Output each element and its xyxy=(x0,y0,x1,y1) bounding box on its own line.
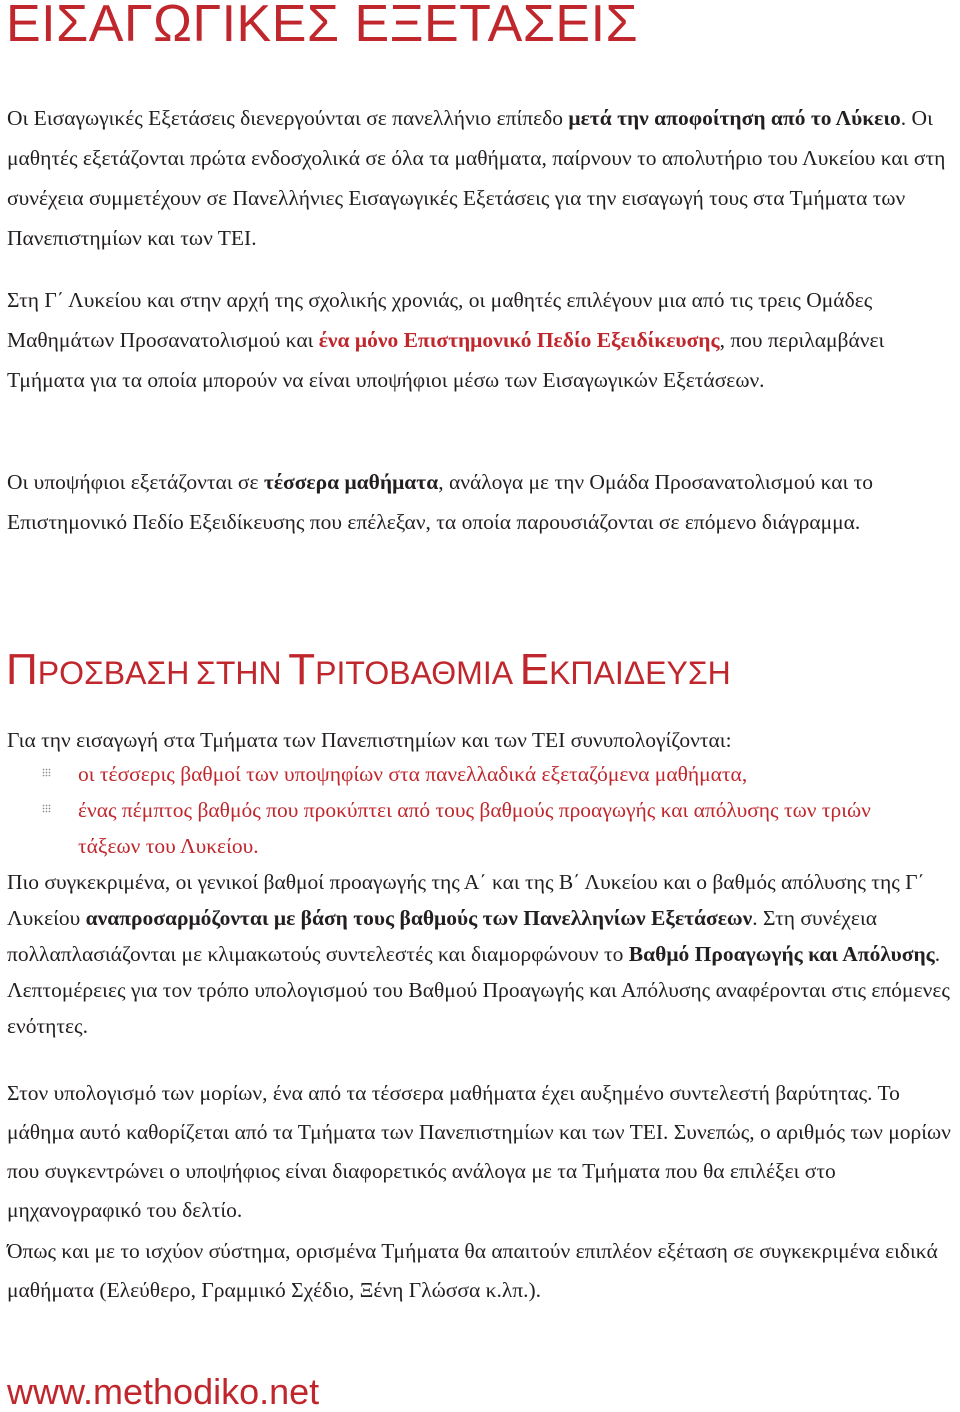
intro-text-2: . Οι μαθητές εξετάζονται πρώτα ενδοσχολικά σε όλα τα μαθήματα, παίρνουν το απολυτήριο του Λυκείου και στη συνέχεια συμμετέχουν σε Πανελλήνιες Εισαγωγικές Εξετάσεις για την εισαγωγή τους στα Τμήματα των Πανεπιστημίων και των ΤΕΙ. xyxy=(7,106,946,250)
list-item xyxy=(0,756,938,792)
orientation-text-1: Στη Γ΄ Λυκείου και στην αρχή της σχολικής χρονιάς, οι μαθητές επιλέγουν μια από τις τρεις Ομάδες Μαθημάτων Προσανατολισμού και xyxy=(7,288,873,352)
heading-rest-4: ΚΠΑΙΔΕΥΣΗ xyxy=(549,655,731,691)
list-item xyxy=(0,792,938,864)
list-item-text: οι τέσσερις βαθμοί των υποψηφίων στα πανελλαδικά εξεταζόμενα μαθήματα, xyxy=(78,762,748,786)
calculation-list xyxy=(0,756,960,864)
heading-cap-1: Π xyxy=(6,645,38,694)
heading-rest-3: ΡΙΤΟΒΑΘΜΙΑ xyxy=(315,655,514,691)
section-heading xyxy=(6,640,731,707)
intro-bold-1: μετά την αποφοίτηση από το Λύκειο xyxy=(568,106,901,130)
page-title: ΕΙΣΑΓΩΓΙΚΕΣ ΕΞΕΤΑΣΕΙΣ xyxy=(6,0,639,53)
adjustment-text-2: . Στη συνέχεια πολλαπλασιάζονται με κλιμακωτούς συντελεστές και διαμορφώνουν το xyxy=(7,906,877,966)
adjustment-text-1: Πιο συγκεκριμένα, οι γενικοί βαθμοί προαγωγής της Α΄ και της Β΄ Λυκείου και ο βαθμός απόλυσης της Γ΄ Λυκείου xyxy=(7,870,925,930)
subjects-bold: τέσσερα μαθήματα xyxy=(263,470,439,494)
adjustment-text-3: . Λεπτομέρειες για τον τρόπο υπολογισμού του Βαθμού Προαγωγής και Απόλυσης αναφέρονται στις επόμενες ενότητες. xyxy=(7,942,950,1038)
adjustment-bold-2: Βαθμό Προαγωγής και Απόλυσης xyxy=(628,942,935,966)
heading-cap-4: Ε xyxy=(519,645,550,694)
subjects-text-2: , ανάλογα με την Ομάδα Προσανατολισμού και το Επιστημονικό Πεδίο Εξειδίκευσης που επέλεξαν, τα οποία παρουσιάζονται σε επόμενο διάγραμμα. xyxy=(7,470,874,534)
special-exams-paragraph: Όπως και με το ισχύον σύστημα, ορισμένα Τμήματα θα απαιτούν επιπλέον εξέταση σε συγκεκριμένα ειδικά μαθήματα (Ελεύθερο, Γραμμικό Σχέδιο, Ξένη Γλώσσα κ.λπ.). xyxy=(7,1239,938,1302)
orientation-paragraph xyxy=(7,280,955,400)
subjects-text-1: Οι υποψήφιοι εξετάζονται σε xyxy=(7,470,264,494)
intro-paragraph xyxy=(7,98,955,258)
orientation-text-2: , που περιλαμβάνει Τμήματα για τα οποία μπορούν να είναι υποψήφιοι μέσω των Εισαγωγικών Εξετάσεων. xyxy=(7,328,885,392)
heading-rest-1: ΡΟΣΒΑΣΗ xyxy=(37,655,190,691)
adjustment-bold-1: αναπροσαρμόζονται με βάση τους βαθμούς των Πανελληνίων Εξετάσεων xyxy=(85,906,753,930)
intro-text-1: Οι Εισαγωγικές Εξετάσεις διενεργούνται σε πανελλήνιο επίπεδο xyxy=(7,106,569,130)
list-item-text: ένας πέμπτος βαθμός που προκύπτει από τους βαθμούς προαγωγής και απόλυσης των τριών τάξεων του Λυκείου. xyxy=(78,798,871,858)
weighting-paragraph: Στον υπολογισμό των μορίων, ένα από τα τέσσερα μαθήματα έχει αυξημένο συντελεστή βαρύτητας. Το μάθημα αυτό καθορίζεται από τα Τμήματα των Πανεπιστημίων και των ΤΕΙ. Συνεπώς, ο αριθμός των μορίων που συγκεντρώνει ο υποψήφιος είναι διαφορετικός ανάλογα με τα Τμήματα που θα επιλέξει στο μηχανογραφικό του δελτίο. xyxy=(7,1081,951,1222)
calculation-intro: Για την εισαγωγή στα Τμήματα των Πανεπιστημίων και των ΤΕΙ συνυπολογίζονται: xyxy=(7,728,732,752)
adjustment-paragraph xyxy=(7,864,955,1044)
orientation-highlight: ένα μόνο Επιστημονικό Πεδίο Εξειδίκευσης xyxy=(318,328,720,352)
square-bullet-icon xyxy=(42,804,51,813)
footer-url: www.methodiko.net xyxy=(7,1371,320,1412)
subjects-paragraph xyxy=(7,462,955,542)
heading-cap-3: Τ xyxy=(288,645,316,694)
square-bullet-icon xyxy=(42,768,51,777)
heading-rest-2: ΣΤΗΝ xyxy=(196,655,282,691)
